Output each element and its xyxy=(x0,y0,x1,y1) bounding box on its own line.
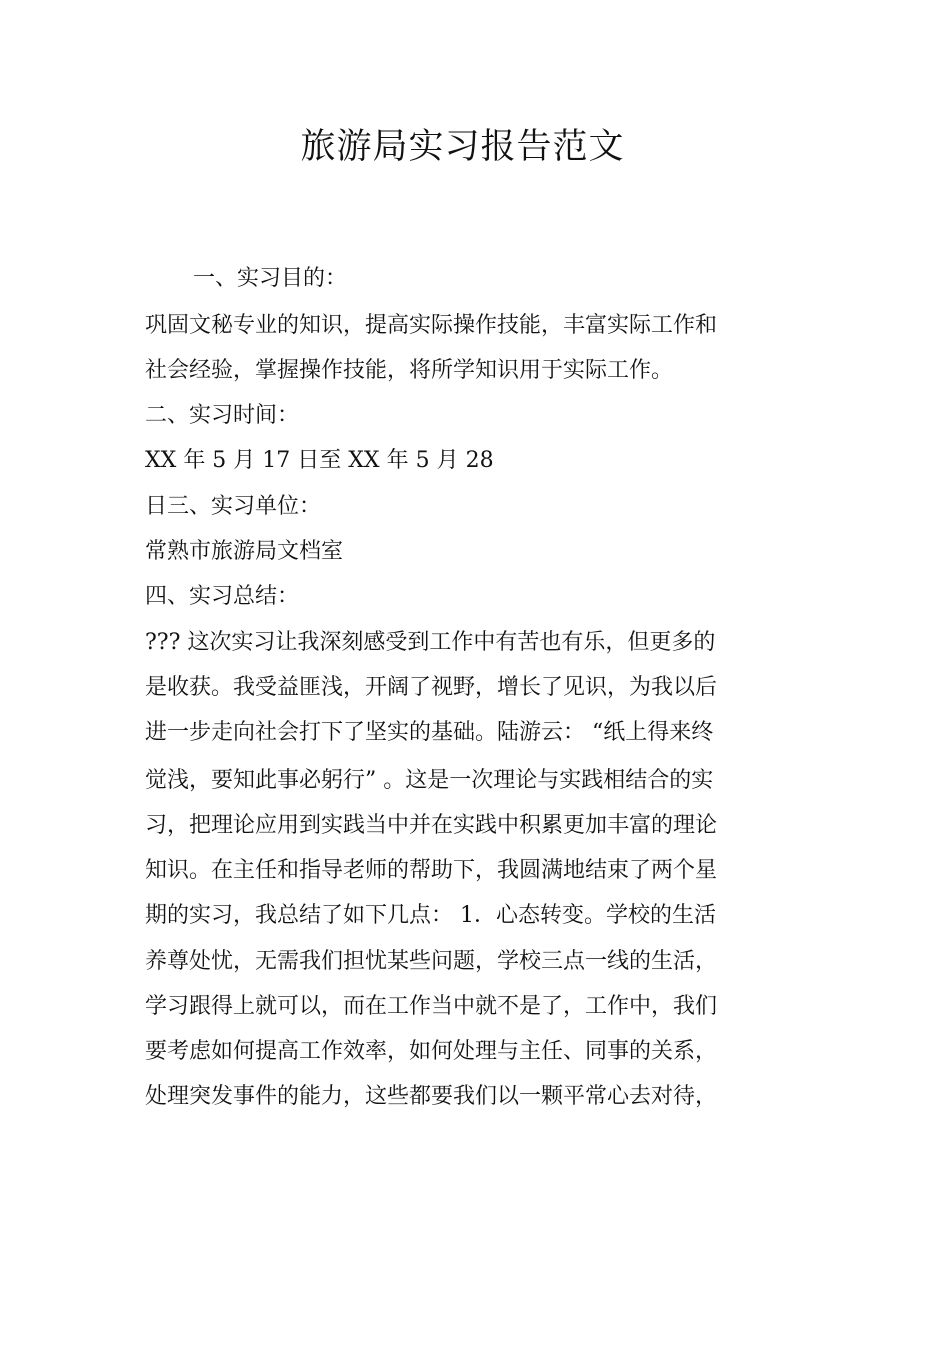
paragraph-line: 期的实习，我总结了如下几点： 1．心态转变。学校的生活 xyxy=(145,903,716,928)
paragraph-line: 社会经验，掌握操作技能，将所学知识用于实际工作。 xyxy=(145,358,674,383)
internship-dates: XX 年 5 月 17 日至 XX 年 5 月 28 xyxy=(145,448,494,473)
heading-time: 二、实习时间： xyxy=(145,403,300,428)
heading-unit: 日三、实习单位： xyxy=(145,494,322,519)
paragraph-line: 觉浅，要知此事必躬行” 。这是一次理论与实践相结合的实 xyxy=(145,768,714,793)
paragraph-line: 学习跟得上就可以，而在工作当中就不是了，工作中，我们 xyxy=(145,994,718,1019)
internship-unit: 常熟市旅游局文档室 xyxy=(145,539,344,564)
paragraph-line: 习，把理论应用到实践当中并在实践中积累更加丰富的理论 xyxy=(145,813,718,838)
paragraph-line: 巩固文秘专业的知识，提高实际操作技能，丰富实际工作和 xyxy=(145,313,718,338)
document-title: 旅游局实习报告范文 xyxy=(300,127,625,167)
paragraph-line: 是收获。我受益匪浅，开阔了视野，增长了见识，为我以后 xyxy=(145,675,718,700)
paragraph-line: ??? 这次实习让我深刻感受到工作中有苦也有乐，但更多的 xyxy=(145,630,716,655)
paragraph-line: 养尊处忧，无需我们担忧某些问题，学校三点一线的生活， xyxy=(145,949,718,974)
paragraph-line: 处理突发事件的能力，这些都要我们以一颗平常心去对待， xyxy=(145,1084,718,1109)
paragraph-line: 知识。在主任和指导老师的帮助下，我圆满地结束了两个星 xyxy=(145,858,718,883)
heading-summary: 四、实习总结： xyxy=(145,584,300,609)
paragraph-line: 要考虑如何提高工作效率，如何处理与主任、同事的关系， xyxy=(145,1039,718,1064)
paragraph-line: 进一步走向社会打下了坚实的基础。陆游云： “纸上得来终 xyxy=(145,720,714,745)
heading-purpose: 一、实习目的： xyxy=(193,266,348,291)
